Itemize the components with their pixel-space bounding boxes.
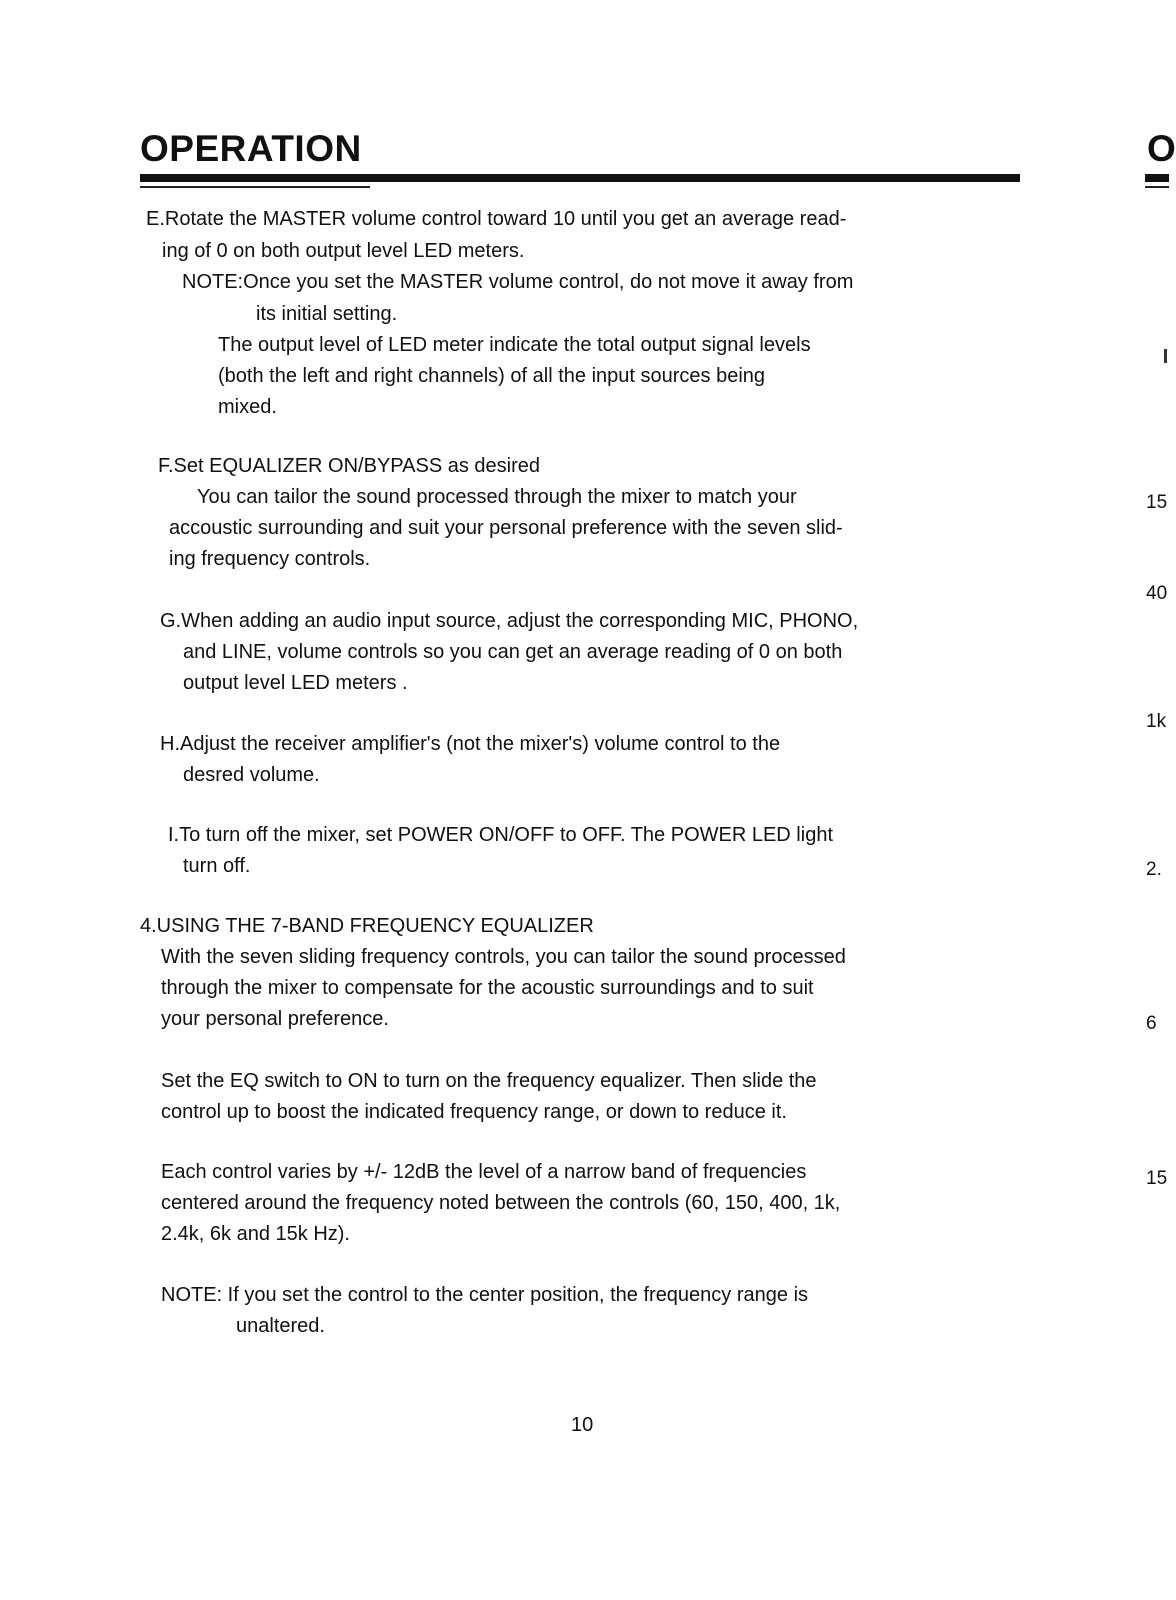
section-4-line: through the mixer to compensate for the acoustic surroundings and to suit: [161, 977, 814, 999]
heading-rule: [140, 174, 1020, 182]
step-f-line: accoustic surrounding and suit your personal preference with the seven slid-: [169, 517, 843, 539]
step-e-note: NOTE:Once you set the MASTER volume control, do not move it away from: [182, 271, 854, 293]
control-paragraph-line: centered around the frequency noted between the controls (60, 150, 400, 1k,: [161, 1192, 841, 1214]
section-4-line: With the seven sliding frequency controls, you can tailor the sound processed: [161, 946, 846, 968]
edge-label: 40: [1146, 583, 1168, 604]
step-e-note: its initial setting.: [256, 303, 398, 325]
page-number: 10: [571, 1414, 594, 1436]
step-i-line: turn off.: [183, 855, 251, 877]
edge-label: 15: [1146, 1168, 1168, 1189]
eq-paragraph-line: control up to boost the indicated frequency range, or down to reduce it.: [161, 1101, 787, 1123]
next-page-mark: [1164, 349, 1167, 363]
step-f-title: F.Set EQUALIZER ON/BYPASS as desired: [158, 455, 540, 477]
edge-label: 2.: [1146, 859, 1162, 880]
note-line: NOTE: If you set the control to the center position, the frequency range is: [161, 1284, 809, 1306]
step-f-line: You can tailor the sound processed through the mixer to match your: [197, 486, 797, 508]
step-g-line: output level LED meters .: [183, 672, 408, 694]
step-e-note: mixed.: [218, 396, 277, 418]
step-i-line: I.To turn off the mixer, set POWER ON/OFF to OFF. The POWER LED light: [168, 824, 833, 846]
step-h-line: H.Adjust the receiver amplifier's (not the mixer's) volume control to the: [160, 733, 781, 755]
next-page-rule: [1145, 174, 1169, 182]
step-f-line: ing frequency controls.: [169, 548, 371, 570]
eq-paragraph-line: Set the EQ switch to ON to turn on the frequency equalizer. Then slide the: [161, 1070, 817, 1092]
control-paragraph-line: 2.4k, 6k and 15k Hz).: [161, 1223, 350, 1245]
page-title: OPERATION: [140, 128, 362, 169]
step-e-note: (both the left and right channels) of all the input sources being: [218, 365, 766, 387]
control-paragraph-line: Each control varies by +/- 12dB the level of a narrow band of frequencies: [161, 1161, 807, 1183]
note-line: unaltered.: [236, 1315, 325, 1337]
edge-label: 6: [1146, 1013, 1157, 1034]
step-g-line: and LINE, volume controls so you can get an average reading of 0 on both: [183, 641, 843, 663]
step-e-note: The output level of LED meter indicate the total output signal levels: [218, 334, 811, 356]
next-page-underline: [1145, 186, 1169, 188]
section-4-title: 4.USING THE 7-BAND FREQUENCY EQUALIZER: [140, 915, 594, 937]
heading-underline: [140, 186, 370, 188]
step-e-line: E.Rotate the MASTER volume control toward 10 until you get an average read-: [146, 208, 847, 230]
step-h-line: desred volume.: [183, 764, 320, 786]
next-page-heading-fragment: O: [1147, 128, 1176, 169]
step-g-line: G.When adding an audio input source, adjust the corresponding MIC, PHONO,: [160, 610, 859, 632]
edge-label: 15: [1146, 492, 1168, 513]
section-4-line: your personal preference.: [161, 1008, 389, 1030]
step-e-line: ing of 0 on both output level LED meters.: [162, 240, 525, 262]
edge-label: 1k: [1146, 711, 1167, 732]
